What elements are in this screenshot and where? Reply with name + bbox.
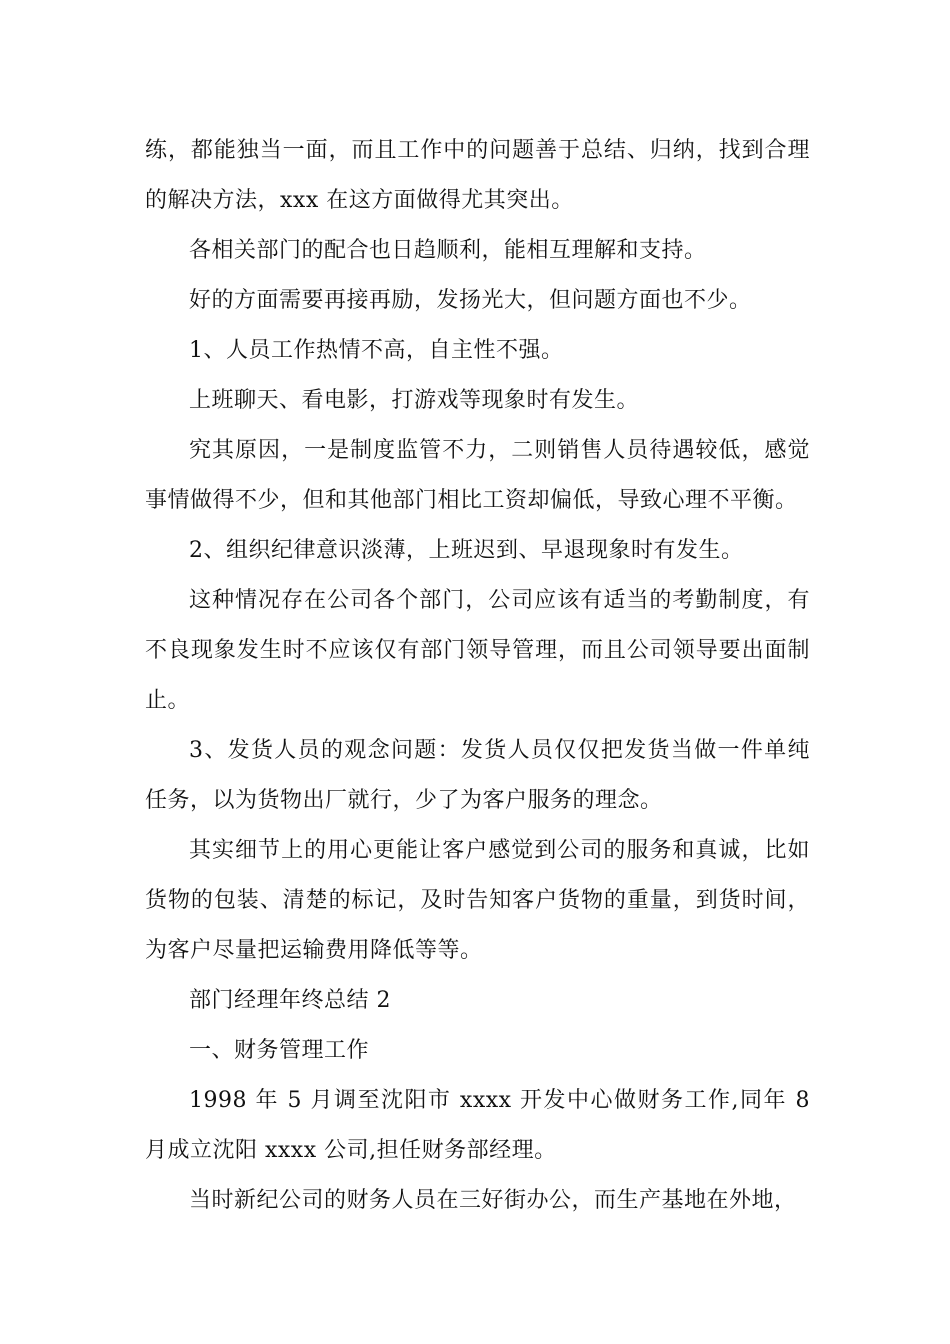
paragraph: 究其原因，一是制度监管不力，二则销售人员待遇较低，感觉事情做得不少，但和其他部门相比工资却偏低，导致心理不平衡。 <box>145 438 810 513</box>
subsection-heading: 一、财务管理工作 <box>189 1038 370 1063</box>
paragraph: 好的方面需要再接再励，发扬光大，但问题方面也不少。 <box>189 288 752 313</box>
paragraph: 其实细节上的用心更能让客户感觉到公司的服务和真诚，比如货物的包装、清楚的标记，及时告知客户货物的重量，到货时间，为客户尽量把运输费用降低等等。 <box>145 838 810 963</box>
paragraph: 1、人员工作热情不高，自主性不强。 <box>189 338 564 363</box>
paragraph: 当时新纪公司的财务人员在三好街办公，而生产基地在外地， <box>189 1188 797 1213</box>
paragraph: 上班聊天、看电影，打游戏等现象时有发生。 <box>189 388 640 413</box>
paragraph: 1998 年 5 月调至沈阳市 xxxx 开发中心做财务工作,同年 8 月成立沈阳 xxxx 公司,担任财务部经理。 <box>145 1088 810 1163</box>
section-heading: 部门经理年终总结 2 <box>189 988 391 1013</box>
paragraph: 3、发货人员的观念问题：发货人员仅仅把发货当做一件单纯任务，以为货物出厂就行，少了为客户服务的理念。 <box>145 738 810 813</box>
paragraph: 这种情况存在公司各个部门，公司应该有适当的考勤制度，有不良现象发生时不应该仅有部门领导管理，而且公司领导要出面制止。 <box>145 588 810 713</box>
paragraph: 各相关部门的配合也日趋顺利，能相互理解和支持。 <box>189 238 707 263</box>
paragraph: 2、组织纪律意识淡薄，上班迟到、早退现象时有发生。 <box>189 538 744 563</box>
paragraph: 练，都能独当一面，而且工作中的问题善于总结、归纳，找到合理的解决方法，xxx 在这方面做得尤其突出。 <box>145 138 810 213</box>
document-body <box>145 126 810 1226</box>
